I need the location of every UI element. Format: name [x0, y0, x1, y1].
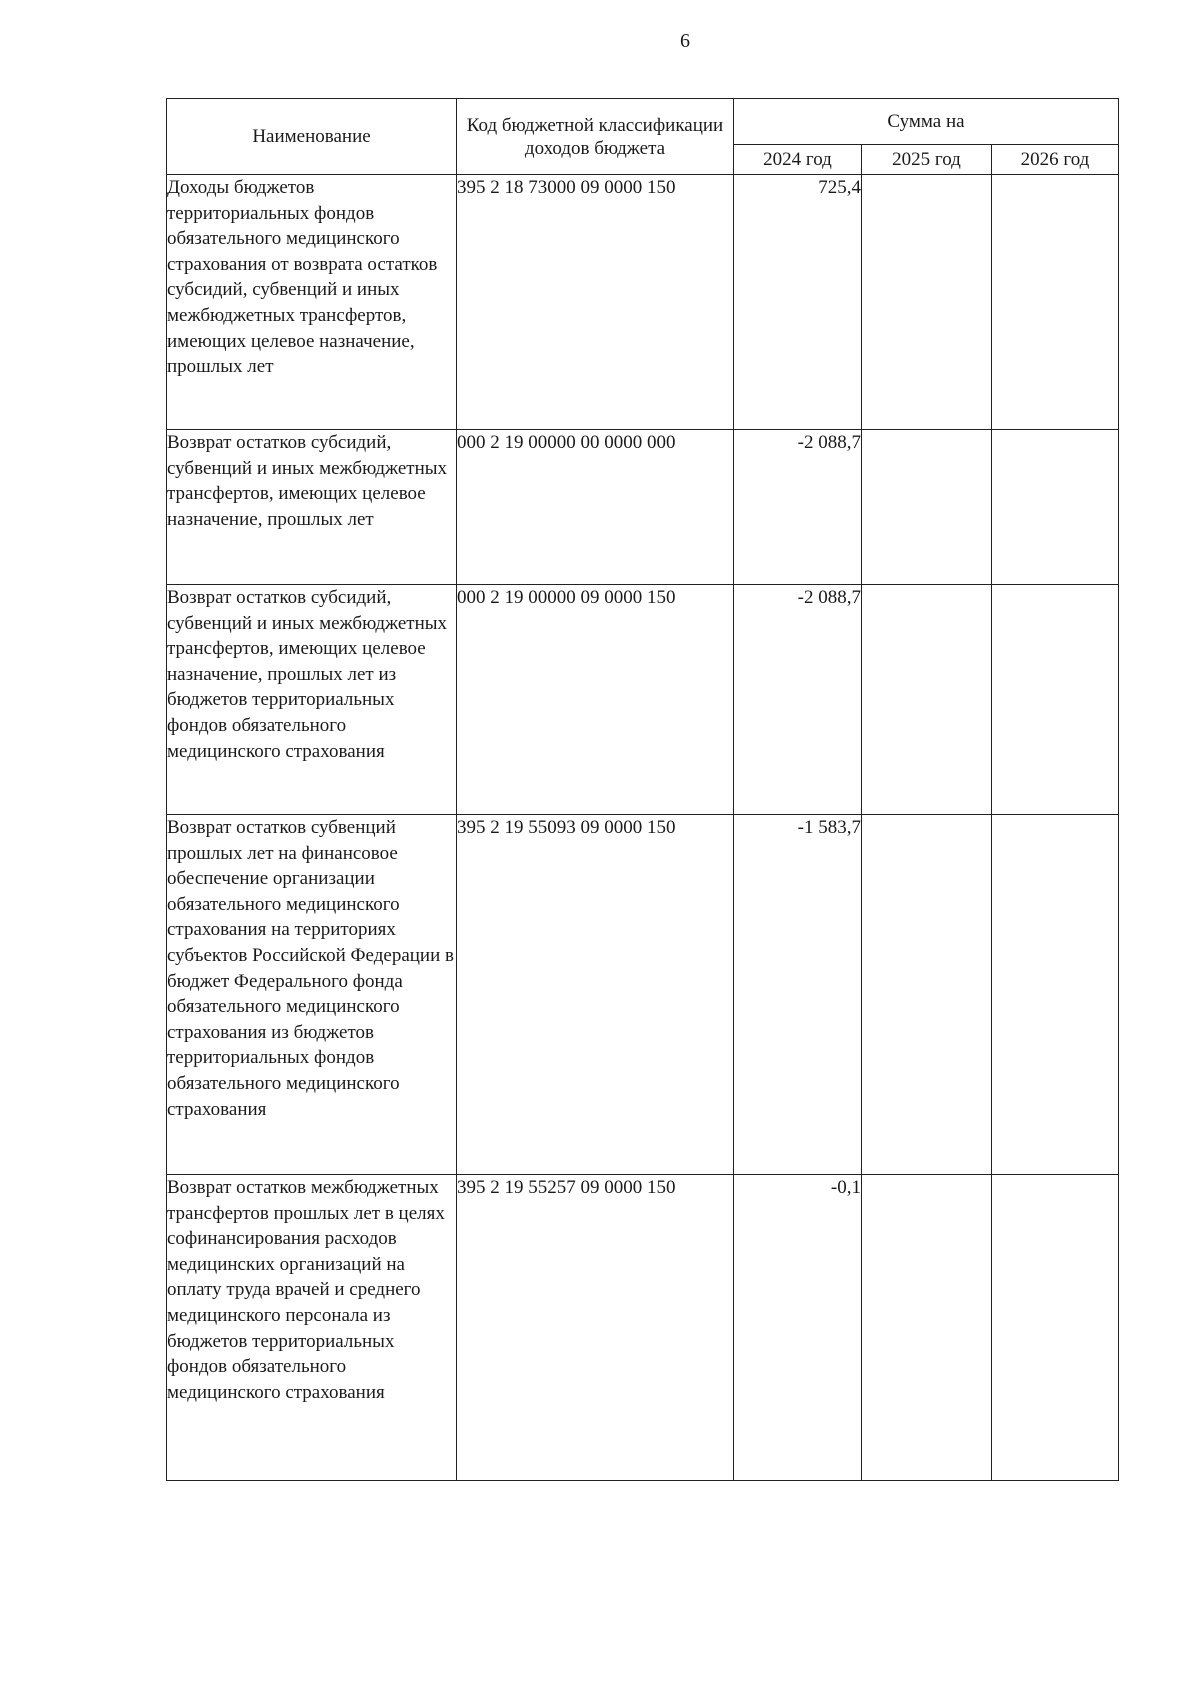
table-row: [167, 430, 1119, 585]
row-value-2024: 725,4: [734, 175, 862, 430]
row-code: 000 2 19 00000 00 0000 000: [457, 430, 734, 585]
row-code: 395 2 19 55257 09 0000 150: [457, 1175, 734, 1481]
row-value-2026: [992, 815, 1119, 1175]
row-value-2026: [992, 585, 1119, 815]
row-name: Доходы бюджетов территориальных фондов обязательного медицинского страхования от возврата остатков субсидий, субвенций и иных межбюджетных трансфертов, имеющих целевое назначение, прошлых лет: [167, 175, 457, 430]
row-name: Возврат остатков субсидий, субвенций и иных межбюджетных трансфертов, имеющих целевое назначение, прошлых лет из бюджетов территориальных фондов обязательного медицинского страхования: [167, 585, 457, 815]
table-row: [167, 815, 1119, 1175]
page-number: 6: [680, 30, 690, 52]
header-sum: Сумма на: [734, 99, 1119, 145]
table-row: [167, 1175, 1119, 1481]
row-code: 395 2 18 73000 09 0000 150: [457, 175, 734, 430]
table-row: [167, 585, 1119, 815]
header-name: Наименование: [167, 99, 457, 175]
header-code: Код бюджетной классификации доходов бюджета: [457, 99, 734, 175]
table-row: [167, 175, 1119, 430]
row-value-2026: [992, 430, 1119, 585]
row-value-2024: -2 088,7: [734, 585, 862, 815]
header-year-2024: 2024 год: [734, 145, 862, 175]
row-value-2025: [862, 175, 992, 430]
row-value-2025: [862, 815, 992, 1175]
row-value-2024: -0,1: [734, 1175, 862, 1481]
row-value-2024: -1 583,7: [734, 815, 862, 1175]
header-year-2026: 2026 год: [992, 145, 1119, 175]
row-value-2025: [862, 585, 992, 815]
budget-revenue-table: [166, 98, 1119, 1481]
row-value-2024: -2 088,7: [734, 430, 862, 585]
row-value-2026: [992, 175, 1119, 430]
row-code: 000 2 19 00000 09 0000 150: [457, 585, 734, 815]
row-name: Возврат остатков межбюджетных трансфертов прошлых лет в целях софинансирования расходов медицинских организаций на оплату труда врачей и среднего медицинского персонала из бюджетов территориальных фондов обязательного медицинского страхования: [167, 1175, 457, 1481]
row-name: Возврат остатков субвенций прошлых лет на финансовое обеспечение организации обязательного медицинского страхования на территориях субъектов Российской Федерации в бюджет Федерального фонда обязательного медицинского страхования из бюджетов территориальных фондов обязательного медицинского страхования: [167, 815, 457, 1175]
row-value-2025: [862, 430, 992, 585]
row-value-2025: [862, 1175, 992, 1481]
row-name: Возврат остатков субсидий, субвенций и иных межбюджетных трансфертов, имеющих целевое назначение, прошлых лет: [167, 430, 457, 585]
row-code: 395 2 19 55093 09 0000 150: [457, 815, 734, 1175]
row-value-2026: [992, 1175, 1119, 1481]
header-year-2025: 2025 год: [862, 145, 992, 175]
